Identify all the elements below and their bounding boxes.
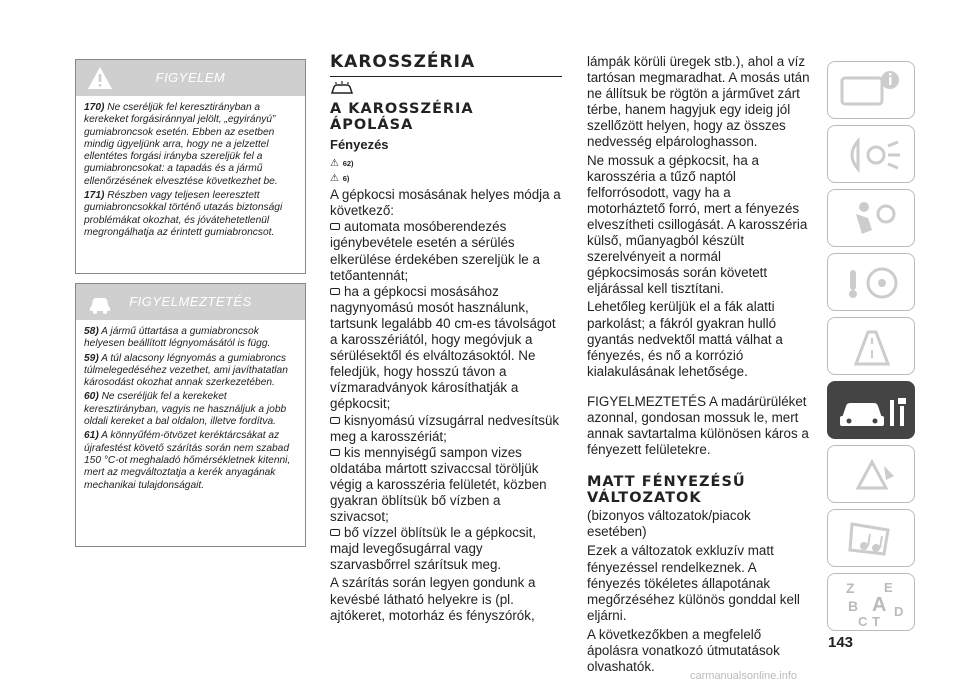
body-text: A szárítás során legyen gondunk a kevésbé látható helyekre is (pl. ajtókeret, motorház és fényszórók, (330, 575, 536, 623)
warning-ref-icon: ⚠ (330, 158, 339, 170)
middle-column (330, 54, 562, 624)
bullet-icon (330, 288, 340, 295)
matt-heading: MATT FÉNYEZÉSŰ VÁLTOZATOK (587, 474, 746, 507)
index-letters-icon: Z E B A C T D (846, 580, 904, 629)
bullet-item: kisnyomású vízsugárral nedvesítsük meg a karosszériát; (330, 412, 560, 444)
tab-multimedia[interactable] (827, 509, 915, 567)
caution-item: 59) A túl alacsony légnyomás a gumiabroncs túlmelegedéséhez vezethet, ami javíthatatlan károsodást okozhat annak szerkezetében. (84, 352, 288, 389)
section-rule (330, 76, 562, 77)
car-care-icon (330, 81, 354, 97)
emergency-icon (828, 446, 916, 504)
body-text: lámpák körüli üregek stb.), ahol a víz tartósan megmaradhat. A mosás után ne állítsuk be rögtön a járművet zárt térbe, hanem hagyjuk egy ideig jól szellőzött helyen, hogy az összes nedvesség elpárologhasson. (587, 54, 810, 150)
tab-starting[interactable] (827, 253, 915, 311)
bullet-icon (330, 529, 340, 536)
tab-lights[interactable] (827, 125, 915, 183)
bullet-icon (330, 223, 340, 230)
page-number: 143 (828, 634, 854, 651)
caution-box (75, 283, 306, 547)
caution-ref-icon: ⚠ (330, 173, 339, 185)
caution-body (76, 320, 305, 500)
body-text: (bizonyos változatok/piacok esetében) (587, 508, 751, 540)
warning-body (76, 96, 305, 247)
tab-driving[interactable] (827, 317, 915, 375)
caution-item: 60) Ne cseréljük fel a kerekeket keresztirányban, vagyis ne használjuk a jobb oldali kereket a bal oldalon, illetve fordítva. (84, 391, 287, 428)
warning-header (76, 60, 305, 96)
warning-title: FIGYELEM (155, 70, 226, 85)
ref-line: ⚠ 62) (330, 158, 354, 170)
watermark-text: carmanualsonline.info (690, 670, 798, 682)
tab-dashboard[interactable] (827, 61, 915, 119)
airbag-seat-icon (828, 190, 916, 248)
ref-line: ⚠ 6) (330, 173, 350, 185)
note-text: FIGYELMEZTETÉS A madárürüléket azonnal, gondosan mossuk le, mert annak savtartalma különösen káros a fényezett felületekre. (587, 393, 809, 458)
section-title: KAROSSZÉRIA (330, 52, 476, 72)
driving-road-icon (828, 318, 916, 376)
tab-maintenance-active[interactable] (827, 381, 915, 439)
caution-item: 61) A könnyűfém-ötvözet keréktárcsákat az újrafestést követő szárítás során nem szabad 150 °C-ot meghaladó hőmérsékletnek kitenni, mert az megváltoztatja a kerék anyagának mechanikai tulajdonságait. (84, 430, 291, 491)
caution-item: 58) A jármű úttartása a gumiabroncsok helyesen beállított légnyomásától is függ. (84, 326, 271, 350)
dashboard-info-icon (828, 62, 916, 120)
body-text: Lehetőleg kerüljük el a fák alatti parkolást; a fákról gyakran hulló gyantás nedvektől mattá válhat a fényezés, és nő a korrózió kialakulásának lehetősége. (587, 299, 783, 379)
bullet-icon (330, 417, 340, 424)
warning-paragraph: 170) Ne cseréljük fel keresztirányban a kerekeket forgásiránnyal jelölt, „egyirányú” gumiabroncsok esetén. Ebben az esetben mindig ügyeljünk arra, hogy ne a jelzettel ellentétes forgási irányba szereljük fel a gumiabroncsokat: a tapadás és a jármű ellenőrzésének elvesztése következhet be. (84, 102, 278, 187)
right-column (587, 54, 812, 675)
tab-emergency[interactable] (827, 445, 915, 503)
tab-safety[interactable] (827, 189, 915, 247)
subsection-title-line2: ÁPOLÁSA (330, 117, 414, 134)
bullet-item: automata mosóberendezés igénybevétele esetén a sérülés elkerülése érdekében szereljük le a tetőantennát; (330, 219, 540, 283)
bullet-item: bő vízzel öblítsük le a gépkocsit, majd levegősugárral vagy szarvasbőrrel szárítsuk meg. (330, 525, 537, 573)
warning-paragraph: 171) Részben vagy teljesen leeresztett gumiabroncsokkal történő utazás biztonsági problémákat okozhat, és jóvátehetetlenül megrongálhatja az érintett gumiabroncsot. (84, 190, 283, 238)
body-text: A következőkben a megfelelő ápolásra vonatkozó útmutatások olvashatók. (587, 626, 780, 675)
paint-heading: Fényezés (330, 137, 389, 153)
intro-text: A gépkocsi mosásának helyes módja a következő: (330, 187, 561, 219)
body-text: Ezek a változatok exkluzív matt fényezéssel rendelkeznek. A fényezés tökéletes állapotának megőrzéséhez különös gonddal kell eljárni. (587, 543, 800, 623)
car-service-icon (828, 382, 916, 440)
tab-index[interactable] (827, 573, 915, 631)
warning-box (75, 59, 306, 274)
bullet-item: kis mennyiségű sampon vizes oldatába mártott szivaccsal töröljük végig a karosszéria felületét, közben gyakran öblítsük bő vízben a szivacsot; (330, 444, 547, 525)
caution-header (76, 284, 305, 320)
multimedia-music-icon (828, 510, 916, 568)
subsection-title-line1: A KAROSSZÉRIA (330, 101, 474, 118)
lights-icon (828, 126, 916, 184)
steering-key-icon (828, 254, 916, 312)
bullet-item: ha a gépkocsi mosásához nagynyomású mosót használunk, tartsunk legalább 40 cm-es távolságot a karosszériától, hogy megóvjuk a sérülésektől és elváltozásoktól. Ne feledjük, hogy hosszú távon a vízmaradványok károsíthatják a gépkocsit; (330, 283, 556, 412)
body-text: Ne mossuk a gépkocsit, ha a karosszéria a tűző naptól felforrósodott, vagy ha a motorháztető forró, mert a fényezés elveszítheti csillogását. A karosszéria külső, műanyagból készült szerelvényeit a normál gépkocsimosás során követett eljárással kell tisztítani. (587, 152, 808, 297)
bullet-icon (330, 449, 340, 456)
caution-title: FIGYELMEZTETÉS (129, 294, 252, 309)
